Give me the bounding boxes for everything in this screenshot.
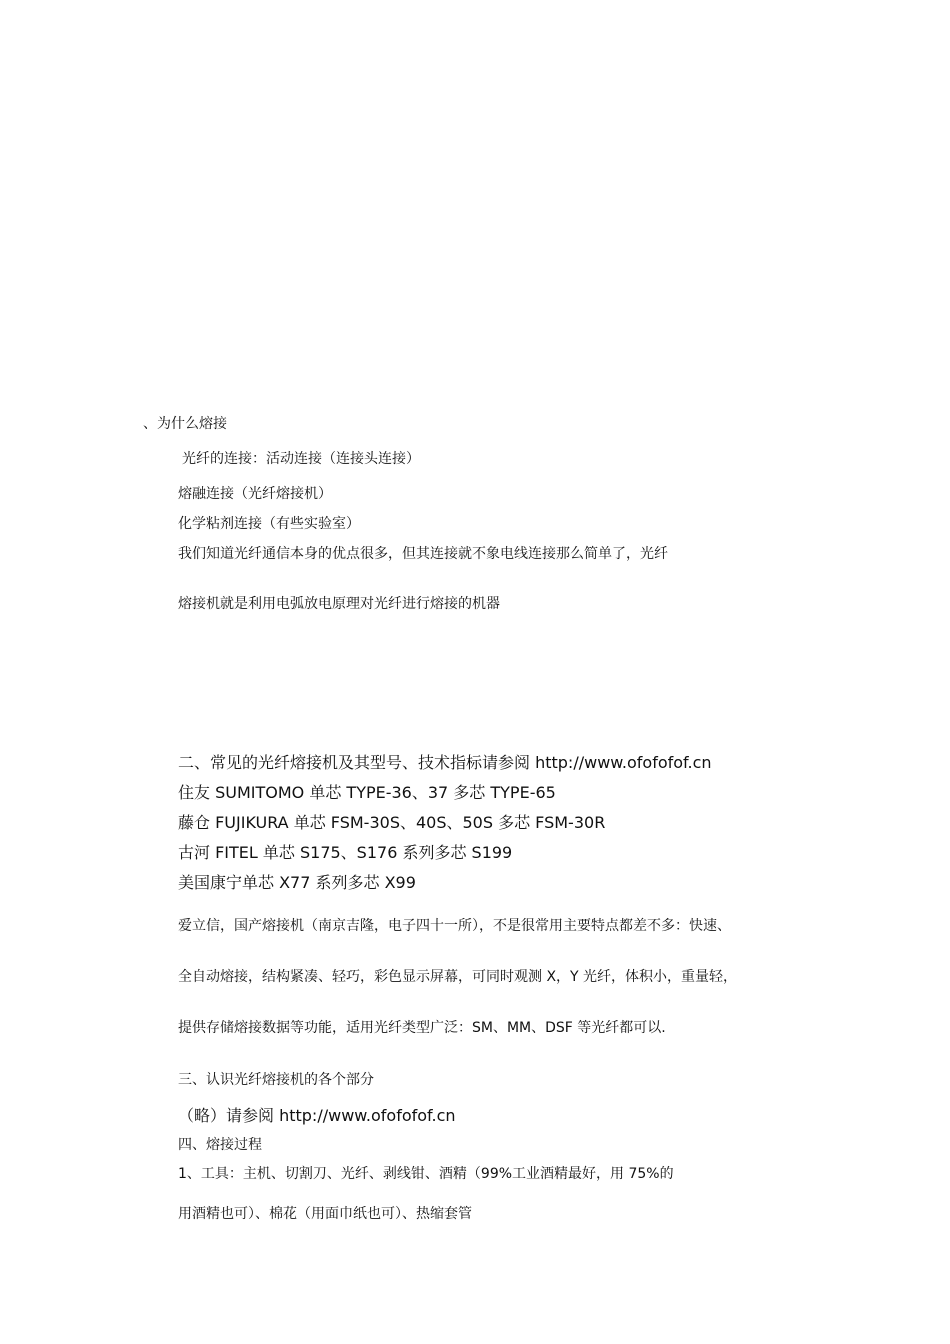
section1-line-4: 我们知道光纤通信本身的优点很多，但其连接就不象电线连接那么简单了，光纤 — [178, 546, 668, 562]
section1-line-5: 熔接机就是利用电弧放电原理对光纤进行熔接的机器 — [178, 596, 500, 612]
model-line: 古河 FITEL 单芯 S175、S176 系列多芯 S199 — [178, 843, 513, 862]
section2-paragraph-line: 提供存储熔接数据等功能，适用光纤类型广泛：SM、MM、DSF 等光纤都可以. — [178, 1020, 666, 1036]
model-line: 住友 SUMITOMO 单芯 TYPE-36、37 多芯 TYPE-65 — [178, 783, 556, 802]
section3-heading: 三、认识光纤熔接机的各个部分 — [178, 1072, 374, 1088]
section4-line-2: 用酒精也可）、棉花（用面巾纸也可）、热缩套管 — [178, 1206, 472, 1222]
section3-line: （略）请参阅 http://www.ofofofof.cn — [178, 1106, 456, 1125]
model-line: 藤仓 FUJIKURA 单芯 FSM-30S、40S、50S 多芯 FSM-30R — [178, 813, 606, 832]
section1-line-1: 光纤的连接：活动连接（连接头连接） — [182, 451, 420, 467]
section4-heading: 四、熔接过程 — [178, 1137, 262, 1153]
section2-paragraph-line: 爱立信，国产熔接机（南京吉隆，电子四十一所），不是很常用主要特点都差不多：快速、 — [178, 918, 731, 934]
section4-line-1: 1、工具：主机、切割刀、光纤、剥线钳、酒精（99%工业酒精最好，用 75%的 — [178, 1166, 674, 1182]
model-line: 美国康宁单芯 X77 系列多芯 X99 — [178, 873, 416, 892]
section2-paragraph-line: 全自动熔接，结构紧凑、轻巧，彩色显示屏幕，可同时观测 X，Y 光纤，体积小，重量轻， — [178, 969, 738, 985]
section1-line-2: 熔融连接（光纤熔接机） — [178, 486, 332, 502]
section2-heading: 二、常见的光纤熔接机及其型号、技术指标请参阅 http://www.ofofofof.cn — [178, 753, 712, 772]
section1-line-3: 化学粘剂连接（有些实验室） — [178, 516, 360, 532]
section1-heading: 、为什么熔接 — [143, 416, 227, 432]
